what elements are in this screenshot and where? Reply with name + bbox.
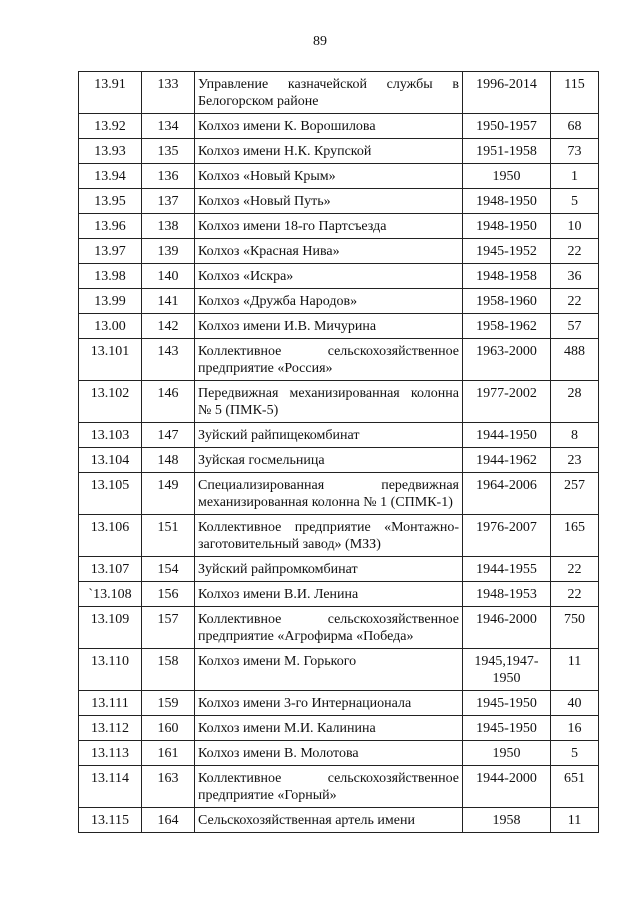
row-number-cell: 13.111	[79, 691, 142, 716]
table-row	[79, 607, 599, 649]
table-row	[79, 741, 599, 766]
years-cell: 1964-2006	[463, 473, 551, 515]
row-number-cell: 13.98	[79, 264, 142, 289]
table-row	[79, 239, 599, 264]
items-count-cell: 16	[551, 716, 599, 741]
items-count-cell: 22	[551, 289, 599, 314]
items-count-cell: 257	[551, 473, 599, 515]
fund-name-cell: Колхоз имени 3-го Интернационала	[195, 691, 463, 716]
fund-name-cell: Колхоз имени М.И. Калинина	[195, 716, 463, 741]
fund-name-cell: Управление казначейской службы в Белогорском районе	[195, 72, 463, 114]
row-number-cell: 13.112	[79, 716, 142, 741]
years-cell: 1944-1950	[463, 423, 551, 448]
inventory-cell: 137	[142, 189, 195, 214]
table-row	[79, 515, 599, 557]
row-number-cell: 13.103	[79, 423, 142, 448]
fund-name-cell: Колхоз имени М. Горького	[195, 649, 463, 691]
items-count-cell: 22	[551, 239, 599, 264]
table-row	[79, 582, 599, 607]
items-count-cell: 488	[551, 339, 599, 381]
row-number-cell: 13.94	[79, 164, 142, 189]
years-cell: 1950-1957	[463, 114, 551, 139]
years-cell: 1963-2000	[463, 339, 551, 381]
fund-name-cell: Колхоз «Новый Путь»	[195, 189, 463, 214]
items-count-cell: 5	[551, 189, 599, 214]
fund-name-cell: Колхоз «Искра»	[195, 264, 463, 289]
table-row	[79, 691, 599, 716]
fund-name-cell: Передвижная механизированная колонна № 5 (ПМК-5)	[195, 381, 463, 423]
items-count-cell: 40	[551, 691, 599, 716]
inventory-cell: 143	[142, 339, 195, 381]
row-number-cell: 13.101	[79, 339, 142, 381]
fund-name-cell: Коллективное предприятие «Монтажно-заготовительный завод» (МЗЗ)	[195, 515, 463, 557]
fund-name-cell: Колхоз имени Н.К. Крупской	[195, 139, 463, 164]
table-row	[79, 139, 599, 164]
fund-name-cell: Зуйский райпромкомбинат	[195, 557, 463, 582]
row-number-cell: 13.110	[79, 649, 142, 691]
table-body	[79, 72, 599, 833]
row-number-cell: 13.93	[79, 139, 142, 164]
fund-name-cell: Колхоз имени 18-го Партсъезда	[195, 214, 463, 239]
fund-name-cell: Колхоз «Новый Крым»	[195, 164, 463, 189]
fund-name-cell: Зуйский райпищекомбинат	[195, 423, 463, 448]
fund-name-cell: Колхоз имени И.В. Мичурина	[195, 314, 463, 339]
table-row	[79, 766, 599, 808]
items-count-cell: 73	[551, 139, 599, 164]
row-number-cell: 13.107	[79, 557, 142, 582]
inventory-cell: 160	[142, 716, 195, 741]
table-row	[79, 381, 599, 423]
years-cell: 1977-2002	[463, 381, 551, 423]
archive-inventory-table	[78, 71, 599, 833]
row-number-cell: 13.114	[79, 766, 142, 808]
row-number-cell: 13.99	[79, 289, 142, 314]
row-number-cell: 13.115	[79, 808, 142, 833]
items-count-cell: 1	[551, 164, 599, 189]
years-cell: 1948-1950	[463, 189, 551, 214]
row-number-cell: 13.105	[79, 473, 142, 515]
inventory-cell: 134	[142, 114, 195, 139]
row-number-cell: 13.00	[79, 314, 142, 339]
years-cell: 1958-1960	[463, 289, 551, 314]
inventory-cell: 135	[142, 139, 195, 164]
items-count-cell: 57	[551, 314, 599, 339]
inventory-cell: 136	[142, 164, 195, 189]
page-number: 89	[313, 34, 327, 49]
inventory-cell: 133	[142, 72, 195, 114]
row-number-cell: 13.95	[79, 189, 142, 214]
fund-name-cell: Коллективное сельскохозяйственное предприятие «Россия»	[195, 339, 463, 381]
years-cell: 1944-1955	[463, 557, 551, 582]
row-number-cell: 13.102	[79, 381, 142, 423]
row-number-cell: 13.91	[79, 72, 142, 114]
items-count-cell: 68	[551, 114, 599, 139]
fund-name-cell: Колхоз имени В. Молотова	[195, 741, 463, 766]
years-cell: 1951-1958	[463, 139, 551, 164]
table-row	[79, 114, 599, 139]
table-row	[79, 164, 599, 189]
items-count-cell: 165	[551, 515, 599, 557]
table-row	[79, 339, 599, 381]
inventory-cell: 158	[142, 649, 195, 691]
years-cell: 1976-2007	[463, 515, 551, 557]
table-row	[79, 557, 599, 582]
years-cell: 1944-2000	[463, 766, 551, 808]
fund-name-cell: Зуйская госмельница	[195, 448, 463, 473]
inventory-cell: 146	[142, 381, 195, 423]
inventory-cell: 142	[142, 314, 195, 339]
items-count-cell: 10	[551, 214, 599, 239]
years-cell: 1945,1947-1950	[463, 649, 551, 691]
table-row	[79, 314, 599, 339]
years-cell: 1946-2000	[463, 607, 551, 649]
inventory-cell: 159	[142, 691, 195, 716]
table-row	[79, 289, 599, 314]
fund-name-cell: Сельскохозяйственная артель имени	[195, 808, 463, 833]
row-number-cell: `13.108	[79, 582, 142, 607]
items-count-cell: 750	[551, 607, 599, 649]
row-number-cell: 13.104	[79, 448, 142, 473]
row-number-cell: 13.96	[79, 214, 142, 239]
inventory-cell: 138	[142, 214, 195, 239]
items-count-cell: 23	[551, 448, 599, 473]
years-cell: 1948-1950	[463, 214, 551, 239]
fund-name-cell: Колхоз «Красная Нива»	[195, 239, 463, 264]
items-count-cell: 11	[551, 649, 599, 691]
years-cell: 1950	[463, 164, 551, 189]
years-cell: 1958	[463, 808, 551, 833]
years-cell: 1948-1953	[463, 582, 551, 607]
years-cell: 1948-1958	[463, 264, 551, 289]
row-number-cell: 13.106	[79, 515, 142, 557]
years-cell: 1944-1962	[463, 448, 551, 473]
years-cell: 1958-1962	[463, 314, 551, 339]
items-count-cell: 8	[551, 423, 599, 448]
row-number-cell: 13.92	[79, 114, 142, 139]
table-row	[79, 264, 599, 289]
items-count-cell: 22	[551, 557, 599, 582]
row-number-cell: 13.109	[79, 607, 142, 649]
items-count-cell: 28	[551, 381, 599, 423]
inventory-cell: 140	[142, 264, 195, 289]
table-row	[79, 448, 599, 473]
years-cell: 1950	[463, 741, 551, 766]
table-row	[79, 716, 599, 741]
row-number-cell: 13.113	[79, 741, 142, 766]
row-number-cell: 13.97	[79, 239, 142, 264]
fund-name-cell: Колхоз имени В.И. Ленина	[195, 582, 463, 607]
items-count-cell: 115	[551, 72, 599, 114]
inventory-cell: 156	[142, 582, 195, 607]
years-cell: 1945-1950	[463, 716, 551, 741]
years-cell: 1945-1950	[463, 691, 551, 716]
inventory-cell: 148	[142, 448, 195, 473]
items-count-cell: 22	[551, 582, 599, 607]
items-count-cell: 11	[551, 808, 599, 833]
inventory-cell: 147	[142, 423, 195, 448]
table-row	[79, 649, 599, 691]
table-row	[79, 189, 599, 214]
inventory-cell: 161	[142, 741, 195, 766]
inventory-cell: 141	[142, 289, 195, 314]
table-row	[79, 423, 599, 448]
table-row	[79, 72, 599, 114]
inventory-cell: 149	[142, 473, 195, 515]
inventory-cell: 157	[142, 607, 195, 649]
years-cell: 1945-1952	[463, 239, 551, 264]
inventory-cell: 163	[142, 766, 195, 808]
inventory-cell: 151	[142, 515, 195, 557]
fund-name-cell: Колхоз «Дружба Народов»	[195, 289, 463, 314]
table-row	[79, 808, 599, 833]
fund-name-cell: Колхоз имени К. Ворошилова	[195, 114, 463, 139]
years-cell: 1996-2014	[463, 72, 551, 114]
inventory-cell: 139	[142, 239, 195, 264]
table-row	[79, 214, 599, 239]
items-count-cell: 5	[551, 741, 599, 766]
fund-name-cell: Специализированная передвижная механизированная колонна № 1 (СПМК-1)	[195, 473, 463, 515]
items-count-cell: 651	[551, 766, 599, 808]
fund-name-cell: Коллективное сельскохозяйственное предприятие «Агрофирма «Победа»	[195, 607, 463, 649]
fund-name-cell: Коллективное сельскохозяйственное предприятие «Горный»	[195, 766, 463, 808]
inventory-cell: 154	[142, 557, 195, 582]
items-count-cell: 36	[551, 264, 599, 289]
table-row	[79, 473, 599, 515]
inventory-cell: 164	[142, 808, 195, 833]
